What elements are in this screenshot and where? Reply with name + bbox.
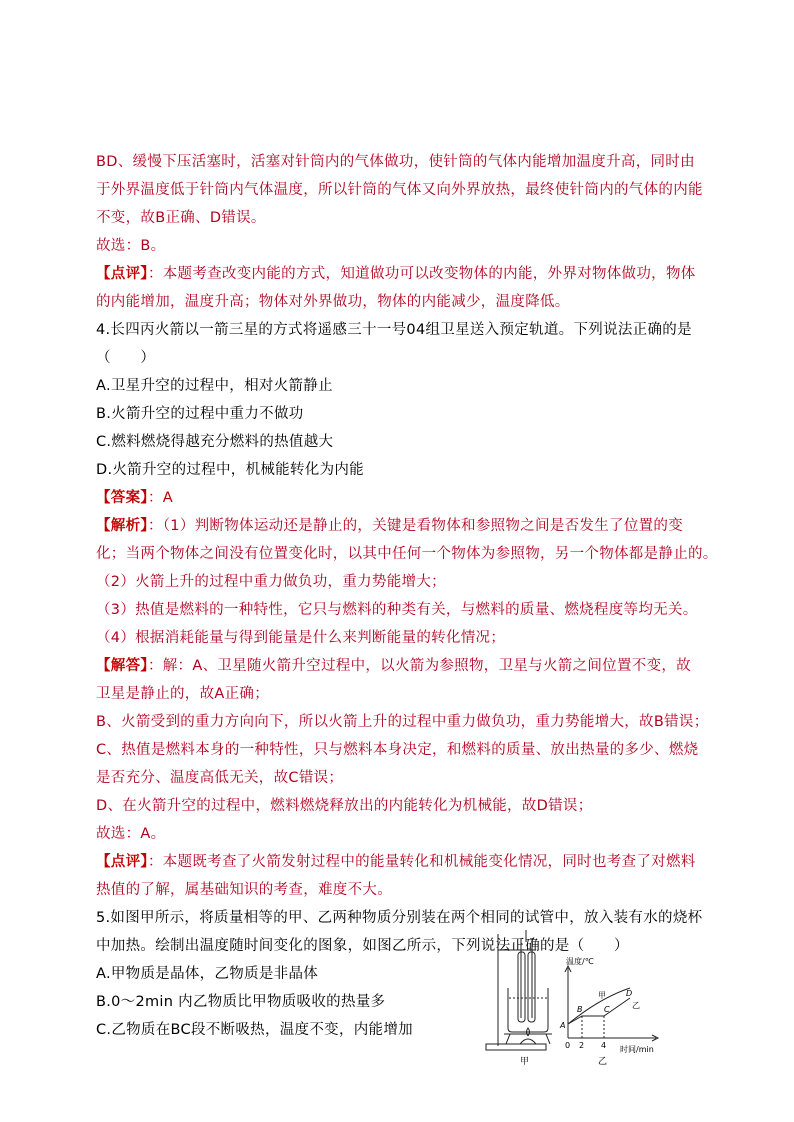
point-a: A <box>560 1021 566 1030</box>
text-line: 卫星是静止的，故A正确； <box>96 686 270 702</box>
text-line: 故选：B。 <box>96 238 166 254</box>
text-line: 化；当两个物体之间没有位置变化时，以其中任何一个物体为参照物，另一个物体都是静止的。 <box>96 546 718 562</box>
option-b: B.0～2min 内乙物质比甲物质吸收的热量多 <box>96 994 386 1010</box>
option-c: C.燃料燃烧得越充分燃料的热值越大 <box>96 434 334 450</box>
comment-line <box>96 852 716 872</box>
analysis-line <box>96 516 716 536</box>
option-a: A.甲物质是晶体，乙物质是非晶体 <box>96 966 319 982</box>
answer-line <box>96 488 716 508</box>
option-a: A.卫星升空的过程中，相对火箭静止 <box>96 378 333 394</box>
point-b: B <box>577 1005 583 1014</box>
figure-caption-left: 甲 <box>520 1057 530 1067</box>
answer-text: ：A <box>147 490 173 506</box>
heating-apparatus <box>486 930 552 1050</box>
temperature-time-graph <box>565 966 658 1041</box>
comment-tag: 【点评】 <box>96 854 148 870</box>
solution-line <box>96 656 716 676</box>
label-curve-yi: 乙 <box>632 1001 640 1010</box>
graph-ylabel: 温度/℃ <box>566 957 594 966</box>
experiment-figure <box>480 928 690 1068</box>
text-line: 故选：A。 <box>96 826 166 842</box>
question-5-stem: 中加热。绘制出温度随时间变化的图象，如图乙所示，下列说法正确的是（ ） <box>96 938 629 954</box>
text-line: 于外界温度低于针筒内气体温度，所以针筒的气体又向外界放热，最终使针筒内的气体的内能 <box>96 182 703 198</box>
point-c: C <box>604 1005 610 1014</box>
tick-0: 0 <box>565 1041 571 1050</box>
text-line: D、在火箭升空的过程中，燃料燃烧释放出的内能转化为机械能，故D错误； <box>96 798 593 814</box>
text-line: BD、缓慢下压活塞时，活塞对针筒内的气体做功，使针筒的气体内能增加温度升高，同时由 <box>96 154 695 170</box>
question-5-stem: 5.如图甲所示，将质量相等的甲、乙两种物质分别装在两个相同的试管中，放入装有水的烧杯 <box>96 910 703 926</box>
option-d: D.火箭升空的过程中，机械能转化为内能 <box>96 462 364 478</box>
tick-4: 4 <box>601 1041 607 1050</box>
answer-tag: 【答案】 <box>96 490 148 506</box>
option-b: B.火箭升空的过程中重力不做功 <box>96 406 304 422</box>
comment-tag: 【点评】 <box>96 266 148 282</box>
comment-text: ：本题考查改变内能的方式，知道做功可以改变物体的内能，外界对物体做功，物体 <box>147 266 696 282</box>
solution-tag: 【解答】 <box>96 658 148 674</box>
point-d: D <box>626 989 633 998</box>
graph-xlabel: 时间/min <box>620 1045 654 1054</box>
text-line: 热值的了解，属基础知识的考查，难度不大。 <box>96 882 392 898</box>
text-line: （2）火箭上升的过程中重力做负功，重力势能增大； <box>96 574 446 590</box>
text-line: 是否充分、温度高低无关，故C错误； <box>96 770 344 786</box>
text-line: 不变，故B正确、D错误。 <box>96 210 266 226</box>
figure-caption-right: 乙 <box>598 1057 608 1067</box>
solution-text: ：解：A、卫星随火箭升空过程中，以火箭为参照物，卫星与火箭之间位置不变，故 <box>147 658 691 674</box>
analysis-text: ：（1）判断物体运动还是静止的，关键是看物体和参照物之间是否发生了位置的变 <box>147 518 684 534</box>
question-4-stem: 4.长四丙火箭以一箭三星的方式将遥感三十一号04组卫星送入预定轨道。下列说法正确的是 <box>96 322 692 338</box>
tick-2: 2 <box>579 1041 585 1050</box>
question-4-blank: （ ） <box>96 350 156 366</box>
comment-text: ：本题既考查了火箭发射过程中的能量转化和机械能变化情况，同时也考查了对燃料 <box>147 854 696 870</box>
text-line: C、热值是燃料本身的一种特性，只与燃料本身决定，和燃料的质量、放出热量的多少、燃烧 <box>96 742 699 758</box>
text-line: 的内能增加，温度升高；物体对外界做功，物体的内能减少，温度降低。 <box>96 294 570 310</box>
analysis-tag: 【解析】 <box>96 518 148 534</box>
text-line: B、火箭受到的重力方向向下，所以火箭上升的过程中重力做负功，重力势能增大，故B错误； <box>96 714 709 730</box>
comment-line <box>96 264 716 284</box>
label-curve-jia: 甲 <box>598 991 606 1000</box>
text-line: （4）根据消耗能量与得到能量是什么来判断能量的转化情况； <box>96 630 506 646</box>
text-line: （3）热值是燃料的一种特性，它只与燃料的种类有关，与燃料的质量、燃烧程度等均无关。 <box>96 602 698 618</box>
option-c: C.乙物质在BC段不断吸热，温度不变，内能增加 <box>96 1022 413 1038</box>
